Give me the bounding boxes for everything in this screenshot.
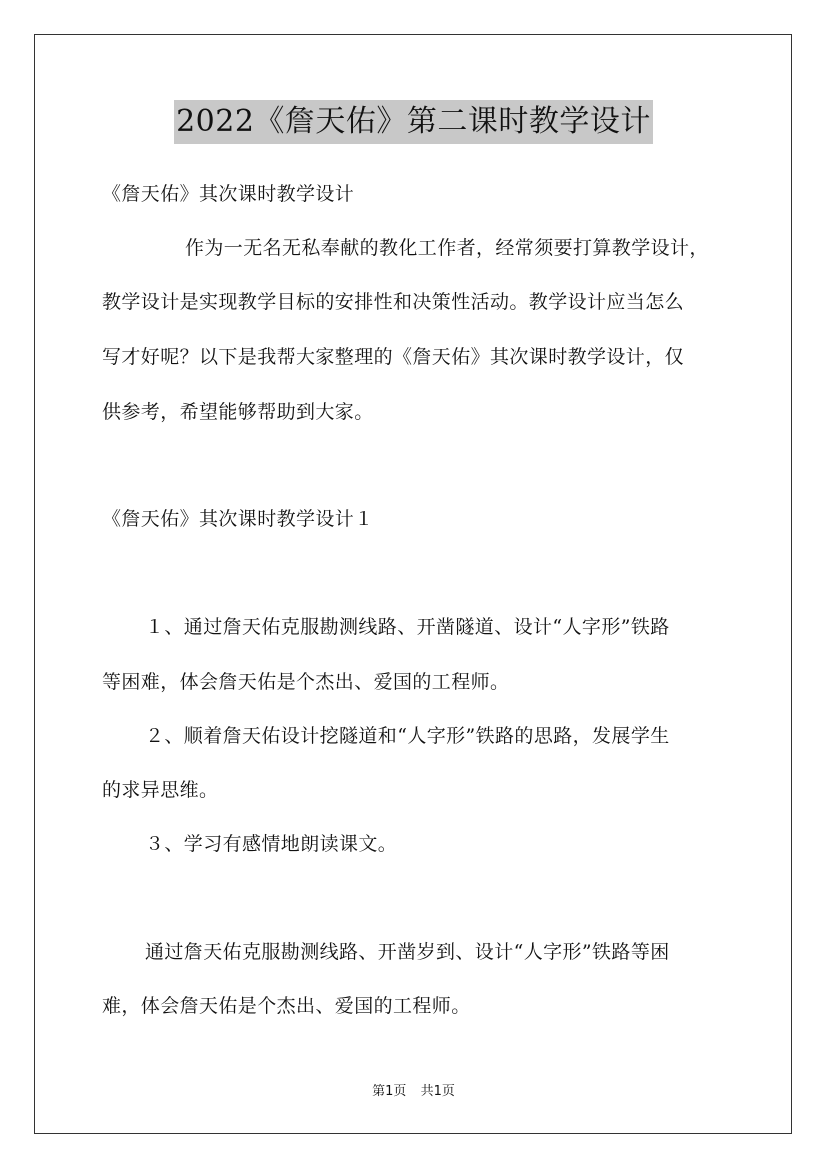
intro-line-3: 写才好呢？以下是我帮大家整理的《詹天佑》其次课时教学设计，仅: [102, 346, 685, 368]
document-subtitle: 《詹天佑》其次课时教学设计: [102, 183, 355, 205]
intro-line-4: 供参考，希望能够帮助到大家。: [102, 401, 374, 423]
intro-line-2: 教学设计是实现教学目标的安排性和决策性活动。教学设计应当怎么: [102, 291, 685, 313]
document-title: 2022《詹天佑》第二课时教学设计: [174, 100, 653, 144]
goal-line-3: ２、顺着詹天佑设计挖隧道和“人字形”铁路的思路，发展学生: [145, 725, 670, 747]
page-footer: [0, 1083, 827, 1101]
intro-line-1: 作为一无名无私奉献的教化工作者，经常须要打算教学设计，: [185, 237, 709, 259]
title-container: [0, 100, 827, 144]
goal-line-2: 等困难，体会詹天佑是个杰出、爱国的工程师。: [102, 671, 510, 693]
section-heading: 《詹天佑》其次课时教学设计１: [102, 508, 374, 530]
page-total: 共1页: [420, 1084, 455, 1099]
key-point-line-2: 难，体会詹天佑是个杰出、爱国的工程师。: [102, 995, 471, 1017]
key-point-line-1: 通过詹天佑克服勘测线路、开凿岁到、设计“人字形”铁路等困: [145, 941, 670, 963]
page-number: 第1页: [372, 1084, 407, 1099]
goal-line-4: 的求异思维。: [102, 779, 219, 801]
goal-line-1: １、通过詹天佑克服勘测线路、开凿隧道、设计“人字形”铁路: [145, 616, 670, 638]
goal-line-5: ３、学习有感情地朗读课文。: [145, 833, 398, 855]
